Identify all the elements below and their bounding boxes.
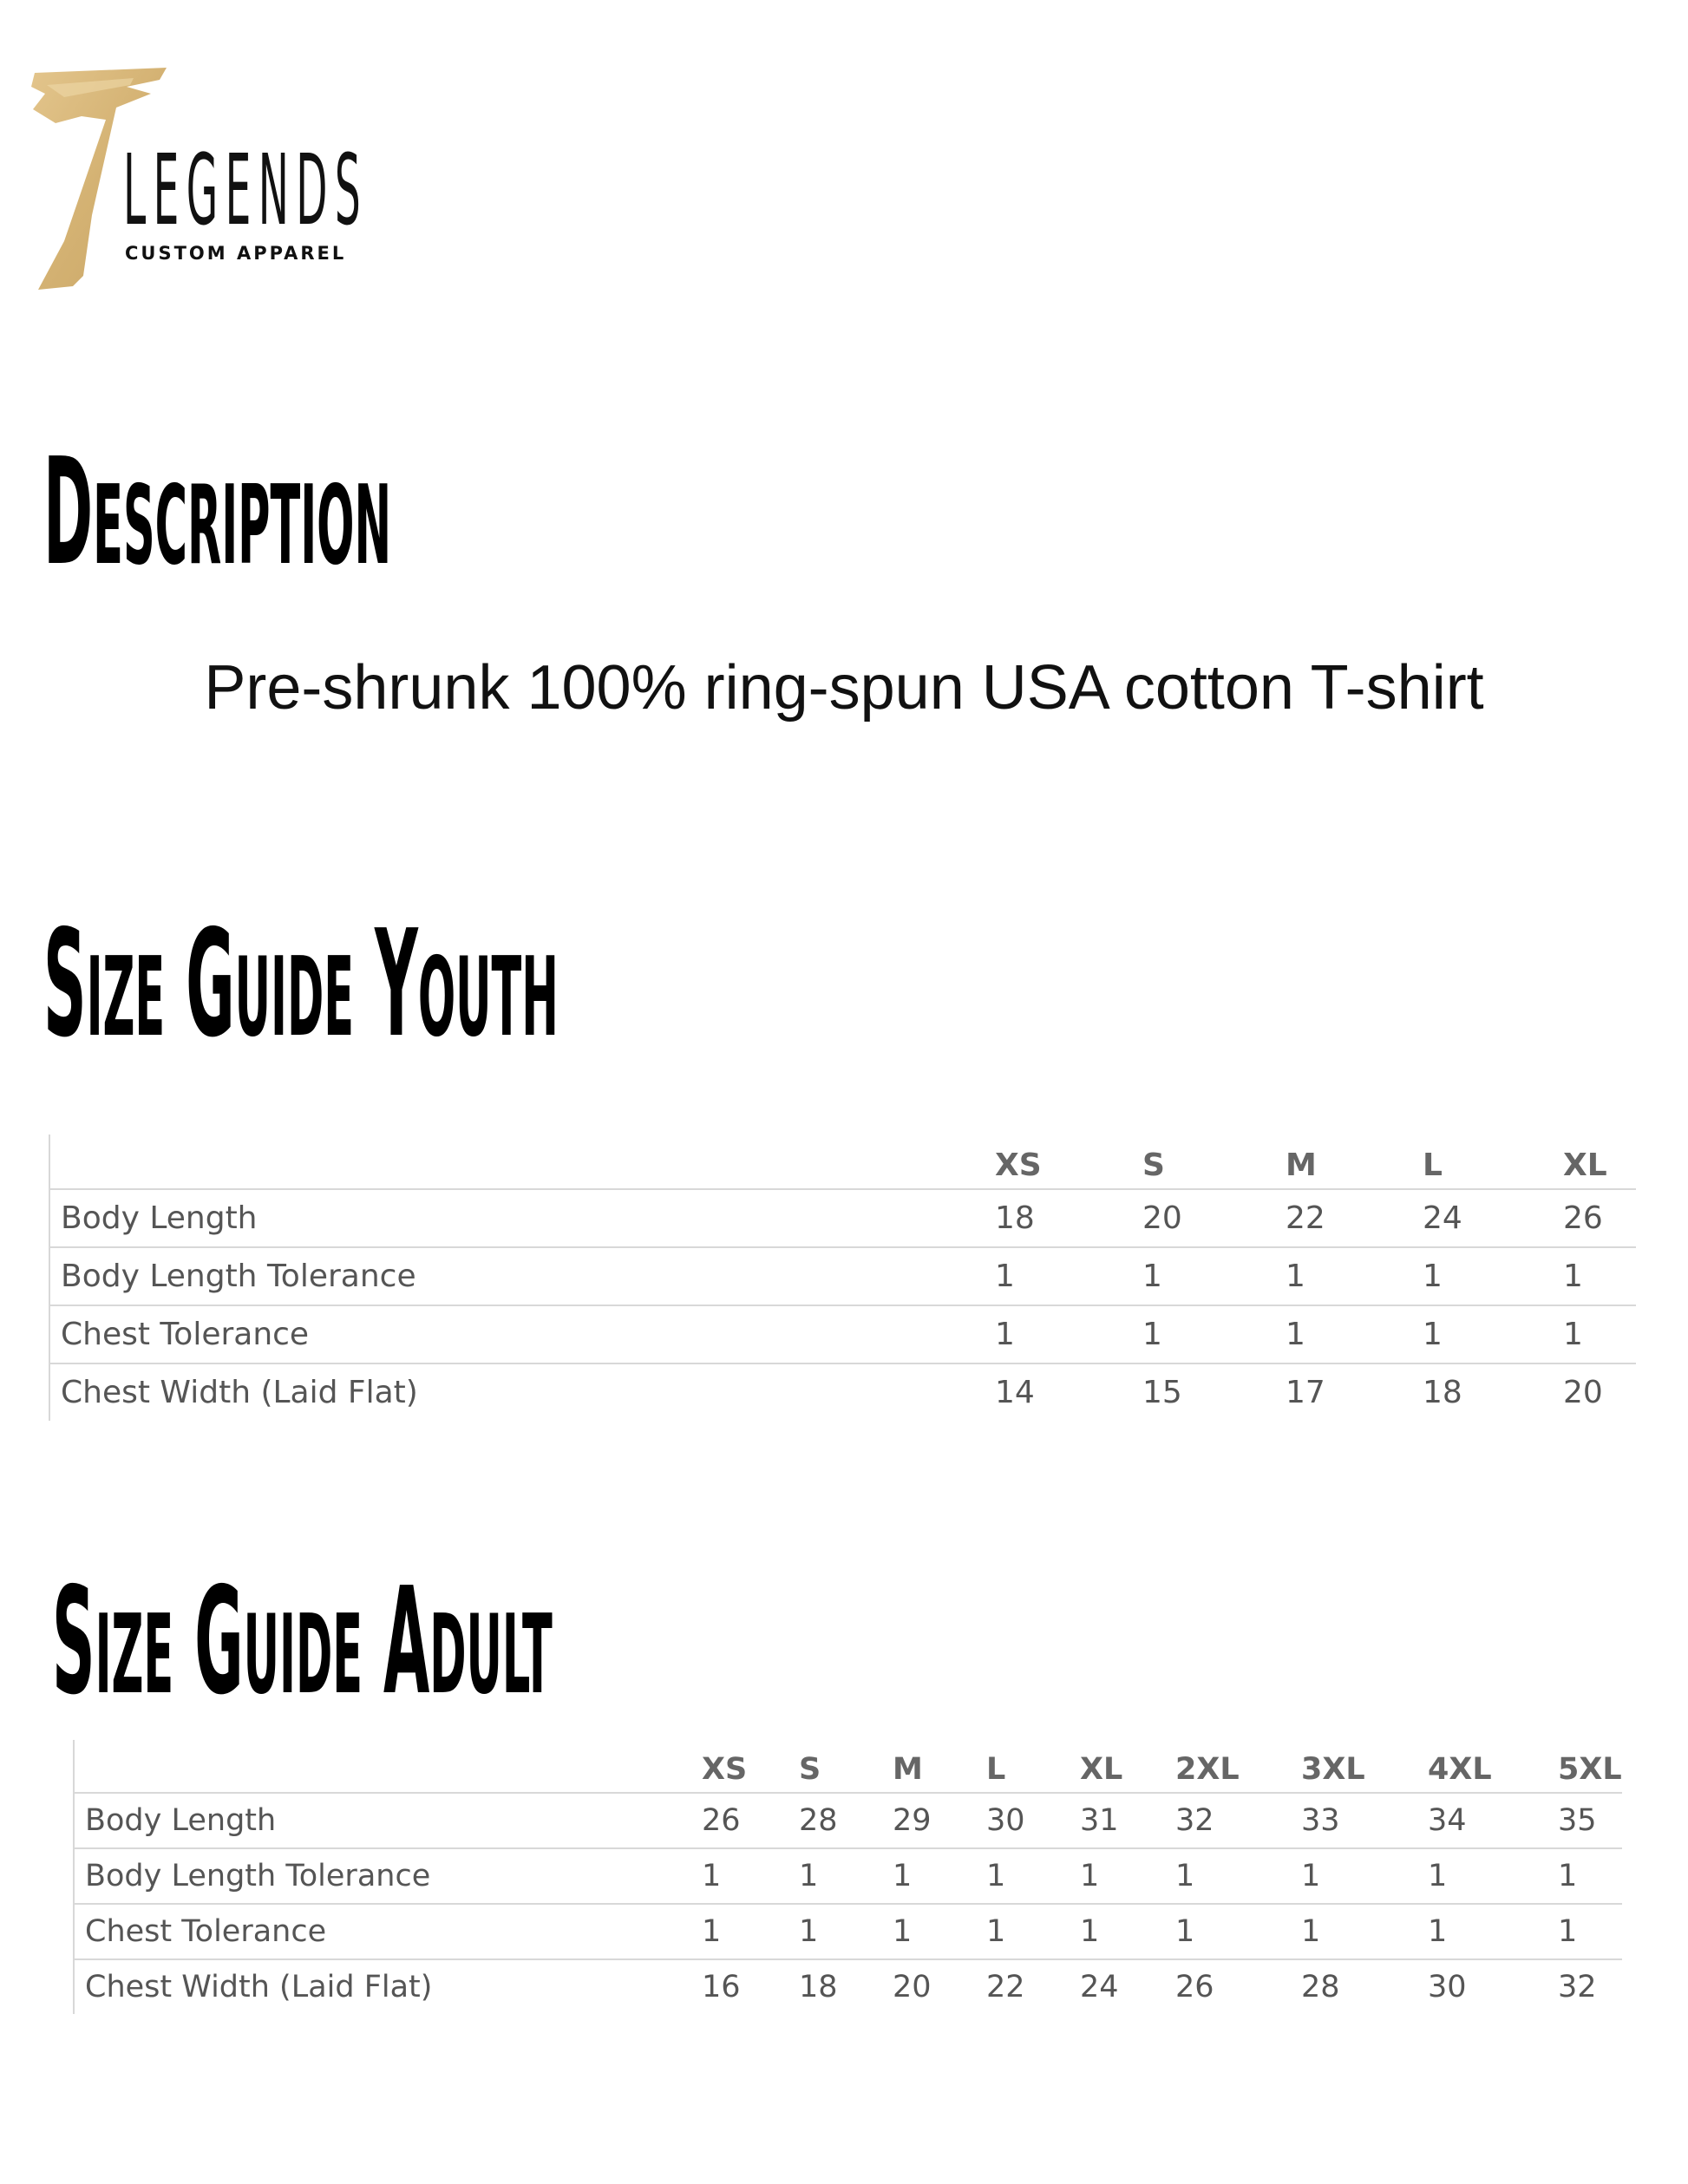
row-label: Body Length xyxy=(49,1189,995,1247)
table-cell: 35 xyxy=(1558,1793,1622,1848)
column-header-size: M xyxy=(1286,1135,1423,1189)
row-label: Chest Tolerance xyxy=(49,1305,995,1363)
table-cell: 26 xyxy=(1563,1189,1636,1247)
logo-subtitle: CUSTOM APPAREL xyxy=(125,243,347,264)
table-cell: 24 xyxy=(1423,1189,1563,1247)
heading-initial: S xyxy=(43,899,87,1070)
table-cell: 1 xyxy=(995,1247,1142,1305)
table-cell: 1 xyxy=(1428,1904,1558,1959)
column-header-size: L xyxy=(1423,1135,1563,1189)
description-text: Pre-shrunk 100% ring-spun USA cotton T-shirt xyxy=(204,653,1484,723)
table-cell: 1 xyxy=(1423,1247,1563,1305)
row-label: Chest Width (Laid Flat) xyxy=(85,1970,433,2004)
table-cell: 28 xyxy=(799,1793,893,1848)
table-cell: 1 xyxy=(893,1904,986,1959)
table-cell: 28 xyxy=(1301,1970,1340,2004)
table-cell: 34 xyxy=(1428,1793,1558,1848)
table-cell: 33 xyxy=(1301,1793,1428,1848)
table-cell: 17 xyxy=(1286,1375,1325,1410)
heading-initial: Y xyxy=(374,899,418,1070)
table-cell: 1 xyxy=(702,1904,799,1959)
table-row xyxy=(49,1189,1636,1247)
row-label: Body Length Tolerance xyxy=(49,1247,995,1305)
table-cell: 1 xyxy=(986,1848,1080,1904)
adult-size-table xyxy=(73,1740,1622,2014)
logo-wordmark: LEGENDS xyxy=(123,134,369,247)
heading-initial: S xyxy=(52,1556,95,1728)
table-cell: 26 xyxy=(702,1793,799,1848)
column-header-size: 2XL xyxy=(1175,1740,1301,1793)
heading-initial: G xyxy=(186,899,235,1070)
column-header-size: XS xyxy=(702,1740,799,1793)
heading-rest: ESCRIPTION xyxy=(93,461,392,589)
size-guide-youth-heading xyxy=(43,899,559,1070)
table-cell: 1 xyxy=(1301,1904,1428,1959)
table-cell: 1 xyxy=(799,1904,893,1959)
table-cell: 16 xyxy=(702,1970,741,2004)
table-cell: 1 xyxy=(1301,1848,1428,1904)
heading-rest: UIDE xyxy=(243,1591,363,1718)
heading-rest: IZE xyxy=(86,933,166,1061)
table-row xyxy=(74,1959,1622,2014)
table-cell: 1 xyxy=(1563,1247,1636,1305)
table-cell: 1 xyxy=(799,1848,893,1904)
table-cell: 20 xyxy=(1563,1375,1603,1410)
heading-initial: G xyxy=(194,1556,244,1728)
table-cell: 30 xyxy=(1428,1970,1467,2004)
brand-logo xyxy=(29,68,369,295)
column-header-size: 5XL xyxy=(1558,1740,1622,1793)
table-cell: 20 xyxy=(1142,1189,1286,1247)
table-cell: 29 xyxy=(893,1793,986,1848)
table-cell: 22 xyxy=(1286,1189,1423,1247)
table-cell: 1 xyxy=(702,1848,799,1904)
table-cell: 1 xyxy=(1175,1904,1301,1959)
table-cell: 18 xyxy=(1423,1375,1462,1410)
table-header-row xyxy=(74,1740,1622,1793)
table-row xyxy=(49,1363,1636,1421)
column-header-size: S xyxy=(799,1740,893,1793)
heading-rest: OUTH xyxy=(417,933,559,1061)
table-row xyxy=(49,1305,1636,1363)
table-cell: 1 xyxy=(1080,1848,1175,1904)
column-header-empty xyxy=(74,1740,702,1793)
table-header-row xyxy=(49,1135,1636,1189)
table-cell: 32 xyxy=(1175,1793,1301,1848)
table-cell: 31 xyxy=(1080,1793,1175,1848)
table-cell: 1 xyxy=(1563,1305,1636,1363)
size-guide-adult-heading xyxy=(52,1556,553,1728)
column-header-size: L xyxy=(986,1740,1080,1793)
table-cell: 1 xyxy=(1080,1904,1175,1959)
table-cell: 18 xyxy=(799,1970,838,2004)
table-cell: 1 xyxy=(986,1904,1080,1959)
heading-rest: UIDE xyxy=(234,933,355,1061)
youth-size-table xyxy=(49,1135,1636,1421)
column-header-size: 4XL xyxy=(1428,1740,1558,1793)
column-header-empty xyxy=(49,1135,995,1189)
table-cell: 20 xyxy=(893,1970,932,2004)
table-cell: 1 xyxy=(1142,1247,1286,1305)
table-row xyxy=(74,1904,1622,1959)
row-label: Body Length xyxy=(74,1793,702,1848)
heading-initial: D xyxy=(43,427,94,598)
column-header-size: XL xyxy=(1080,1740,1175,1793)
table-cell: 1 xyxy=(1286,1305,1423,1363)
table-cell: 1 xyxy=(1175,1848,1301,1904)
row-label: Chest Tolerance xyxy=(74,1904,702,1959)
table-cell: 18 xyxy=(995,1189,1142,1247)
table-row xyxy=(74,1848,1622,1904)
column-header-size: XL xyxy=(1563,1135,1636,1189)
table-cell: 1 xyxy=(1428,1848,1558,1904)
table-cell: 26 xyxy=(1175,1970,1214,2004)
table-cell: 1 xyxy=(1558,1848,1622,1904)
table-row xyxy=(74,1793,1622,1848)
column-header-size: XS xyxy=(995,1135,1142,1189)
heading-initial: A xyxy=(383,1556,430,1728)
table-cell: 32 xyxy=(1558,1970,1597,2004)
heading-rest: IZE xyxy=(95,1591,174,1718)
table-cell: 1 xyxy=(1286,1247,1423,1305)
table-cell: 30 xyxy=(986,1793,1080,1848)
row-label: Chest Width (Laid Flat) xyxy=(61,1375,418,1410)
description-heading xyxy=(43,427,392,598)
table-cell: 14 xyxy=(995,1375,1035,1410)
column-header-size: M xyxy=(893,1740,986,1793)
column-header-size: S xyxy=(1142,1135,1286,1189)
table-cell: 15 xyxy=(1142,1375,1182,1410)
table-cell: 1 xyxy=(1142,1305,1286,1363)
table-cell: 1 xyxy=(995,1305,1142,1363)
table-cell: 1 xyxy=(1423,1305,1563,1363)
table-cell: 1 xyxy=(1558,1904,1622,1959)
row-label: Body Length Tolerance xyxy=(74,1848,702,1904)
heading-rest: DULT xyxy=(429,1591,553,1718)
table-cell: 22 xyxy=(986,1970,1025,2004)
table-cell: 1 xyxy=(893,1848,986,1904)
table-row xyxy=(49,1247,1636,1305)
table-cell: 24 xyxy=(1080,1970,1119,2004)
column-header-size: 3XL xyxy=(1301,1740,1428,1793)
